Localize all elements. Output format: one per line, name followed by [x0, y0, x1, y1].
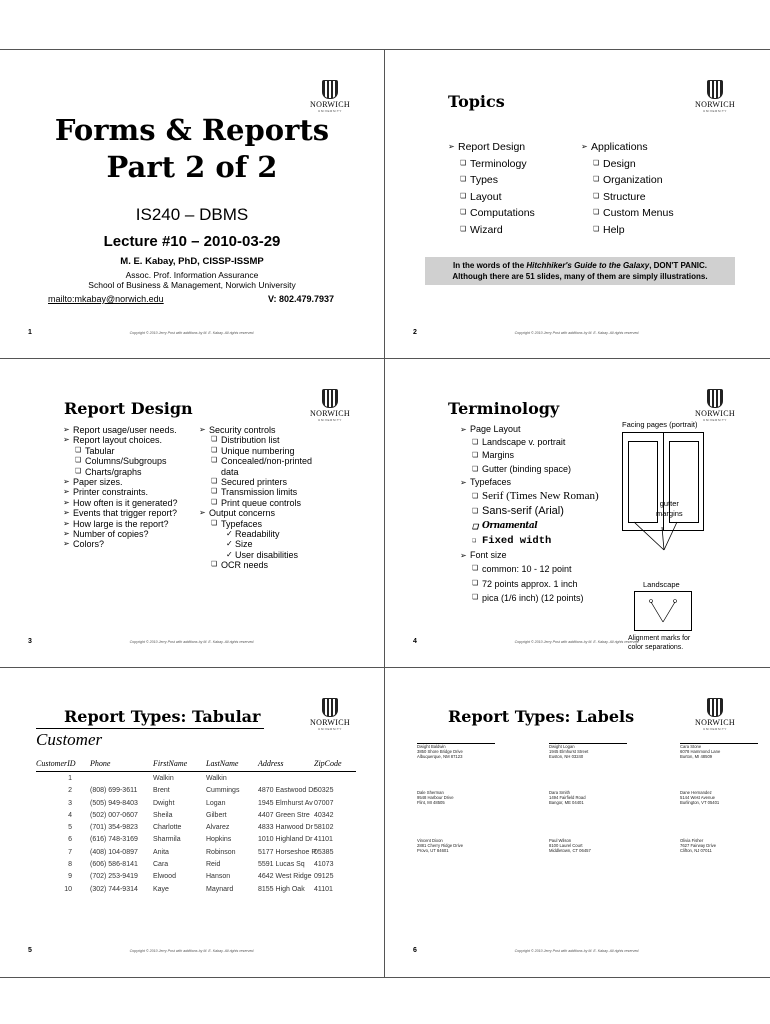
- label-line: Dwight Baldwin: [417, 744, 446, 749]
- landscape-diagram: [634, 591, 692, 631]
- terminology-list: [460, 423, 640, 606]
- crest-icon: [707, 698, 723, 717]
- table-cell: 10: [64, 885, 72, 893]
- sub-list: [460, 562, 640, 606]
- ornamental-sample: ❏ Ornamental: [460, 519, 640, 534]
- serif-sample: ❏ Serif (Times New Roman): [460, 489, 640, 504]
- list-item: ❏ Columns/Subgroups: [63, 456, 191, 466]
- table-cell: Reid: [206, 861, 221, 869]
- column-header: LastName: [206, 759, 239, 768]
- mailing-label: [549, 743, 627, 759]
- list-item: ❏ Print queue controls: [199, 498, 329, 508]
- table-cell: 6: [68, 836, 72, 844]
- slide-5: [0, 668, 384, 976]
- table-cell: 8155 High Oak: [258, 885, 305, 893]
- slide-title: Report Types: Tabular: [64, 707, 261, 726]
- table-cell: (408) 104-0897: [90, 848, 138, 856]
- list-item: ➢ Report usage/user needs.: [63, 425, 191, 435]
- label-line: Provo, UT 84601: [417, 848, 449, 853]
- alignment-marks: [635, 592, 691, 630]
- slide-grid: [0, 49, 770, 978]
- table-cell: 4833 Harwood Dr: [258, 824, 313, 832]
- slide-number: 6: [413, 947, 417, 954]
- table-cell: Sheila: [153, 811, 173, 819]
- mailing-label: [549, 790, 627, 805]
- table-row: [36, 797, 356, 809]
- list-item: ➢ Page Layout: [460, 423, 640, 436]
- slide-6: [385, 668, 769, 976]
- topic-item: ❏ Types: [448, 172, 588, 189]
- table-cell: 3: [68, 799, 72, 807]
- table-cell: (808) 699-3611: [90, 787, 138, 795]
- label-line: 1494 Fairfield Road: [549, 795, 586, 800]
- mailing-label: [549, 838, 627, 853]
- table-cell: 58102: [314, 824, 334, 832]
- table-cell: Hopkins: [206, 836, 232, 844]
- table-cell: Walkin: [206, 775, 227, 782]
- list-item: ➢ Font size: [460, 549, 640, 562]
- copyright: Copyright © 2010 Jerry Post with additions by M. E. Kabay. All rights reserved.: [129, 949, 255, 953]
- customer-table: [36, 759, 356, 895]
- column-header: Address: [258, 759, 284, 768]
- list-item: ❏ OCR needs: [199, 560, 329, 570]
- table-cell: 7: [68, 848, 72, 856]
- label-line: Vincent Dixon: [417, 838, 443, 843]
- table-cell: (702) 253-9419: [90, 873, 138, 881]
- table-header: [36, 759, 356, 772]
- table-cell: 4870 Eastwood Dr: [258, 787, 316, 795]
- table-cell: Cummings: [206, 787, 240, 795]
- mailing-label: [417, 838, 495, 853]
- topic-item: ❏ Custom Menus: [581, 205, 721, 222]
- list-item: ➢ How often is it generated?: [63, 498, 191, 508]
- column-header: FirstName: [153, 759, 188, 768]
- label-line: Dale Sherman: [417, 790, 444, 795]
- sub-list: [581, 156, 721, 239]
- slide-title: Report Design: [64, 399, 193, 418]
- slide-1: [0, 50, 384, 358]
- label-line: 6078 Hammond Lane: [680, 749, 721, 754]
- list-item: ➢ Output concerns: [199, 508, 329, 518]
- phone-number: V: 802.479.7937: [268, 294, 335, 304]
- topic-item: ❏ Layout: [448, 189, 588, 206]
- norwich-logo: NORWICH UNIVERSITY: [691, 698, 739, 736]
- list-item: ➢ Applications: [581, 139, 721, 156]
- lecture-line: Lecture #10 – 2010-03-29: [103, 233, 281, 250]
- table-cell: Cara: [153, 861, 169, 869]
- label-line: 7627 Fairway Drive: [680, 843, 717, 848]
- table-cell: 1: [68, 775, 72, 782]
- label-line: Flint, MI 48505: [417, 800, 445, 805]
- table-cell: Elwood: [153, 873, 176, 881]
- table-cell: (701) 354-9823: [90, 824, 138, 832]
- copyright: Copyright © 2010 Jerry Post with additions by M. E. Kabay. All rights reserved.: [514, 640, 640, 644]
- label-line: Cara Stone: [680, 744, 702, 749]
- slide-number: 2: [413, 329, 417, 336]
- sub-list: [460, 436, 640, 476]
- list-item: ➢ Report layout choices.: [63, 435, 191, 445]
- table-cell: (502) 007-0607: [90, 811, 138, 819]
- table-row: [36, 870, 356, 882]
- copyright: Copyright © 2010 Jerry Post with additions by M. E. Kabay. All rights reserved.: [129, 640, 255, 644]
- slide-2: [385, 50, 769, 358]
- table-cell: Alvarez: [206, 824, 230, 832]
- table-cell: 9: [68, 873, 72, 881]
- table-cell: (616) 748-3169: [90, 836, 138, 844]
- table-row: [36, 846, 356, 858]
- label-line: Clifton, NJ 07011: [680, 848, 712, 853]
- label-line: Paul Wilson: [549, 838, 572, 843]
- table-cell: 40342: [314, 811, 334, 819]
- list-item: ➢ Colors?: [63, 539, 191, 549]
- label-line: Olivia Fisher: [680, 838, 704, 843]
- list-item: ❏ Concealed/non-printed data: [199, 456, 329, 477]
- label-line: 5144 West Avenue: [680, 795, 716, 800]
- slide-4: [385, 359, 769, 667]
- table-row: [36, 772, 356, 784]
- topics-col-2: [581, 139, 721, 238]
- table-cell: 09125: [314, 873, 334, 881]
- copyright: Copyright © 2010 Jerry Post with additions by M. E. Kabay. All rights reserved.: [514, 331, 640, 335]
- norwich-logo: NORWICH UNIVERSITY: [691, 80, 739, 118]
- table-cell: Gilbert: [206, 811, 227, 819]
- norwich-logo: NORWICH UNIVERSITY: [306, 698, 354, 736]
- table-cell: (606) 586-8141: [90, 861, 138, 869]
- sans-serif-sample: ❏ Sans-serif (Arial): [460, 504, 640, 519]
- list-item: ➢ How large is the report?: [63, 519, 191, 529]
- course-name: IS240 – DBMS: [135, 205, 249, 224]
- table-cell: 8: [68, 861, 72, 869]
- slide-number: 4: [413, 638, 417, 645]
- slide-title: Terminology: [448, 399, 560, 418]
- table-cell: Sharmila: [153, 836, 181, 844]
- table-cell: 1945 Elmhurst Av: [258, 799, 313, 807]
- table-cell: Walkin: [153, 775, 174, 782]
- list-item: ✓ Readability: [199, 529, 329, 539]
- table-cell: 5591 Lucas Sq: [258, 861, 305, 869]
- list-item: ➢ Typefaces: [460, 476, 640, 489]
- topic-item: ❏ Design: [581, 156, 721, 173]
- sub-list: [448, 156, 588, 239]
- list-item: ❏ Transmission limits: [199, 487, 329, 497]
- table-cell: Hanson: [206, 873, 231, 881]
- table-row: [36, 784, 356, 796]
- author-name: M. E. Kabay, PhD, CISSP-ISSMP: [120, 256, 264, 267]
- table-cell: Charlotte: [153, 824, 182, 832]
- table-cell: Logan: [206, 799, 226, 807]
- table-cell: 4: [68, 811, 72, 819]
- gutter-margins-label: gutter margins: [656, 499, 683, 518]
- table-row: [36, 833, 356, 845]
- label-line: Euston, NH 03240: [549, 754, 584, 759]
- table-row: [36, 858, 356, 870]
- report-title: Customer: [36, 730, 103, 749]
- report-rule: [36, 728, 264, 729]
- table-cell: 4642 West Ridge: [258, 873, 312, 881]
- fixed-width-sample: ❏ Fixed width: [460, 534, 640, 549]
- table-cell: 50325: [314, 787, 334, 795]
- slide-number: 1: [28, 329, 32, 336]
- norwich-logo: NORWICH UNIVERSITY: [306, 80, 354, 118]
- list-item: ✓ User disabilities: [199, 550, 329, 560]
- list-item: ❏ Landscape v. portrait: [460, 436, 640, 449]
- table-cell: Brent: [153, 787, 170, 795]
- author-position: Assoc. Prof. Information Assurance: [125, 270, 259, 280]
- table-row: [36, 821, 356, 833]
- list-item: ❏ Secured printers: [199, 477, 329, 487]
- table-row: [36, 809, 356, 821]
- crest-icon: [322, 389, 338, 408]
- dont-panic-note: In the words of the Hitchhiker's Guide to the Galaxy, DON'T PANIC. Although there are 51 slides, many of them are simply illustrations.: [425, 257, 735, 285]
- label-line: Bangor, ME 04401: [549, 800, 584, 805]
- topic-item: ❏ Help: [581, 222, 721, 239]
- norwich-logo: NORWICH UNIVERSITY: [691, 389, 739, 427]
- norwich-logo: NORWICH UNIVERSITY: [306, 389, 354, 427]
- table-cell: Dwight: [153, 799, 175, 807]
- label-line: Albuquerque, NM 87123: [417, 754, 463, 759]
- table-cell: 4407 Green Stre: [258, 811, 310, 819]
- table-cell: (302) 744-9314: [90, 885, 138, 893]
- crest-icon: [322, 698, 338, 717]
- list-item: ❏ common: 10 - 12 point: [460, 562, 640, 577]
- mailing-label: [680, 838, 758, 853]
- slide-number: 5: [28, 947, 32, 954]
- list-item: ❏ Margins: [460, 449, 640, 462]
- bullet-list-right: [199, 425, 329, 571]
- slide-number: 3: [28, 638, 32, 645]
- table-cell: 07007: [314, 799, 334, 807]
- alignment-caption: Alignment marks for color separations.: [628, 635, 691, 651]
- crest-icon: [707, 389, 723, 408]
- table-cell: 41073: [314, 861, 334, 869]
- table-cell: Maynard: [206, 885, 234, 893]
- mailing-label: [680, 790, 758, 805]
- table-cell: 5177 Horseshoe R: [258, 848, 317, 856]
- list-item: ➢ Report Design: [448, 139, 588, 156]
- slide-title: Forms & Reports Part 2 of 2: [54, 113, 330, 184]
- mailing-label: [417, 790, 495, 805]
- topic-item: ❏ Organization: [581, 172, 721, 189]
- column-header: Phone: [90, 759, 111, 768]
- slide-title: Topics: [448, 92, 505, 111]
- list-item: ❏ 72 points approx. 1 inch: [460, 577, 640, 592]
- table-cell: Robinson: [206, 848, 236, 856]
- list-item: ✓ Size: [199, 539, 329, 549]
- email-link[interactable]: mailto:mkabay@norwich.edu: [48, 294, 164, 304]
- mailing-label: [680, 743, 758, 759]
- table-cell: 5: [68, 824, 72, 832]
- list-item: ❏ Gutter (binding space): [460, 463, 640, 476]
- slide-title: Report Types: Labels: [448, 707, 635, 726]
- list-item: ➢ Paper sizes.: [63, 477, 191, 487]
- topic-item: ❏ Terminology: [448, 156, 588, 173]
- label-line: 9548 Harbour Drive: [417, 795, 454, 800]
- label-line: Middletown, CT 06457: [549, 848, 591, 853]
- list-item: ❏ Charts/graphs: [63, 467, 191, 477]
- list-item: ➢ Printer constraints.: [63, 487, 191, 497]
- crest-icon: [707, 80, 723, 99]
- table-cell: Anita: [153, 848, 169, 856]
- copyright: Copyright © 2010 Jerry Post with additions by M. E. Kabay. All rights reserved.: [129, 331, 255, 335]
- table-cell: 2: [68, 787, 72, 795]
- table-cell: 41101: [314, 836, 333, 844]
- list-item: ❏ Unique numbering: [199, 446, 329, 456]
- list-item: ➢ Events that trigger report?: [63, 508, 191, 518]
- table-cell: Kaye: [153, 885, 169, 893]
- topic-item: ❏ Structure: [581, 189, 721, 206]
- copyright: Copyright © 2010 Jerry Post with additions by M. E. Kabay. All rights reserved.: [514, 949, 640, 953]
- topic-item: ❏ Wizard: [448, 222, 588, 239]
- label-line: Dwight Logan: [549, 744, 575, 749]
- column-header: ZipCode: [314, 759, 342, 768]
- list-item: ❏ pica (1/6 inch) (12 points): [460, 591, 640, 606]
- list-item: ➢ Number of copies?: [63, 529, 191, 539]
- table-cell: 1010 Highland Dr: [258, 836, 313, 844]
- column-header: CustomerID: [36, 759, 76, 768]
- facing-pages-label: Facing pages (portrait): [622, 420, 698, 429]
- label-line: 8100 Laurel Court: [549, 843, 583, 848]
- list-item: ❏ Distribution list: [199, 435, 329, 445]
- crest-icon: [322, 80, 338, 99]
- bullet-list-left: [63, 425, 191, 550]
- landscape-label: Landscape: [643, 580, 680, 589]
- topic-item: ❏ Computations: [448, 205, 588, 222]
- list-item: ❏ Tabular: [63, 446, 191, 456]
- label-line: Dane Hernandez: [680, 790, 712, 795]
- label-line: 2881 Cherry Ridge Drive: [417, 843, 464, 848]
- label-line: Burton, MI 48509: [680, 754, 713, 759]
- label-line: 1945 Elmhurst Street: [549, 749, 589, 754]
- table-row: [36, 883, 356, 895]
- list-item: ➢ Security controls: [199, 425, 329, 435]
- author-school: School of Business & Management, Norwich University: [88, 280, 296, 290]
- table-cell: (505) 949-8403: [90, 799, 138, 807]
- label-line: Dara Smith: [549, 790, 570, 795]
- label-line: Burlington, VT 05401: [680, 800, 720, 805]
- label-line: 3850 Shore Bridge Drive: [417, 749, 463, 754]
- table-cell: 05385: [314, 848, 334, 856]
- list-item: ❏ Typefaces: [199, 519, 329, 529]
- slide-3: [0, 359, 384, 667]
- topics-col-1: [448, 139, 588, 238]
- table-cell: 41101: [314, 885, 333, 893]
- mailing-label: [417, 743, 495, 759]
